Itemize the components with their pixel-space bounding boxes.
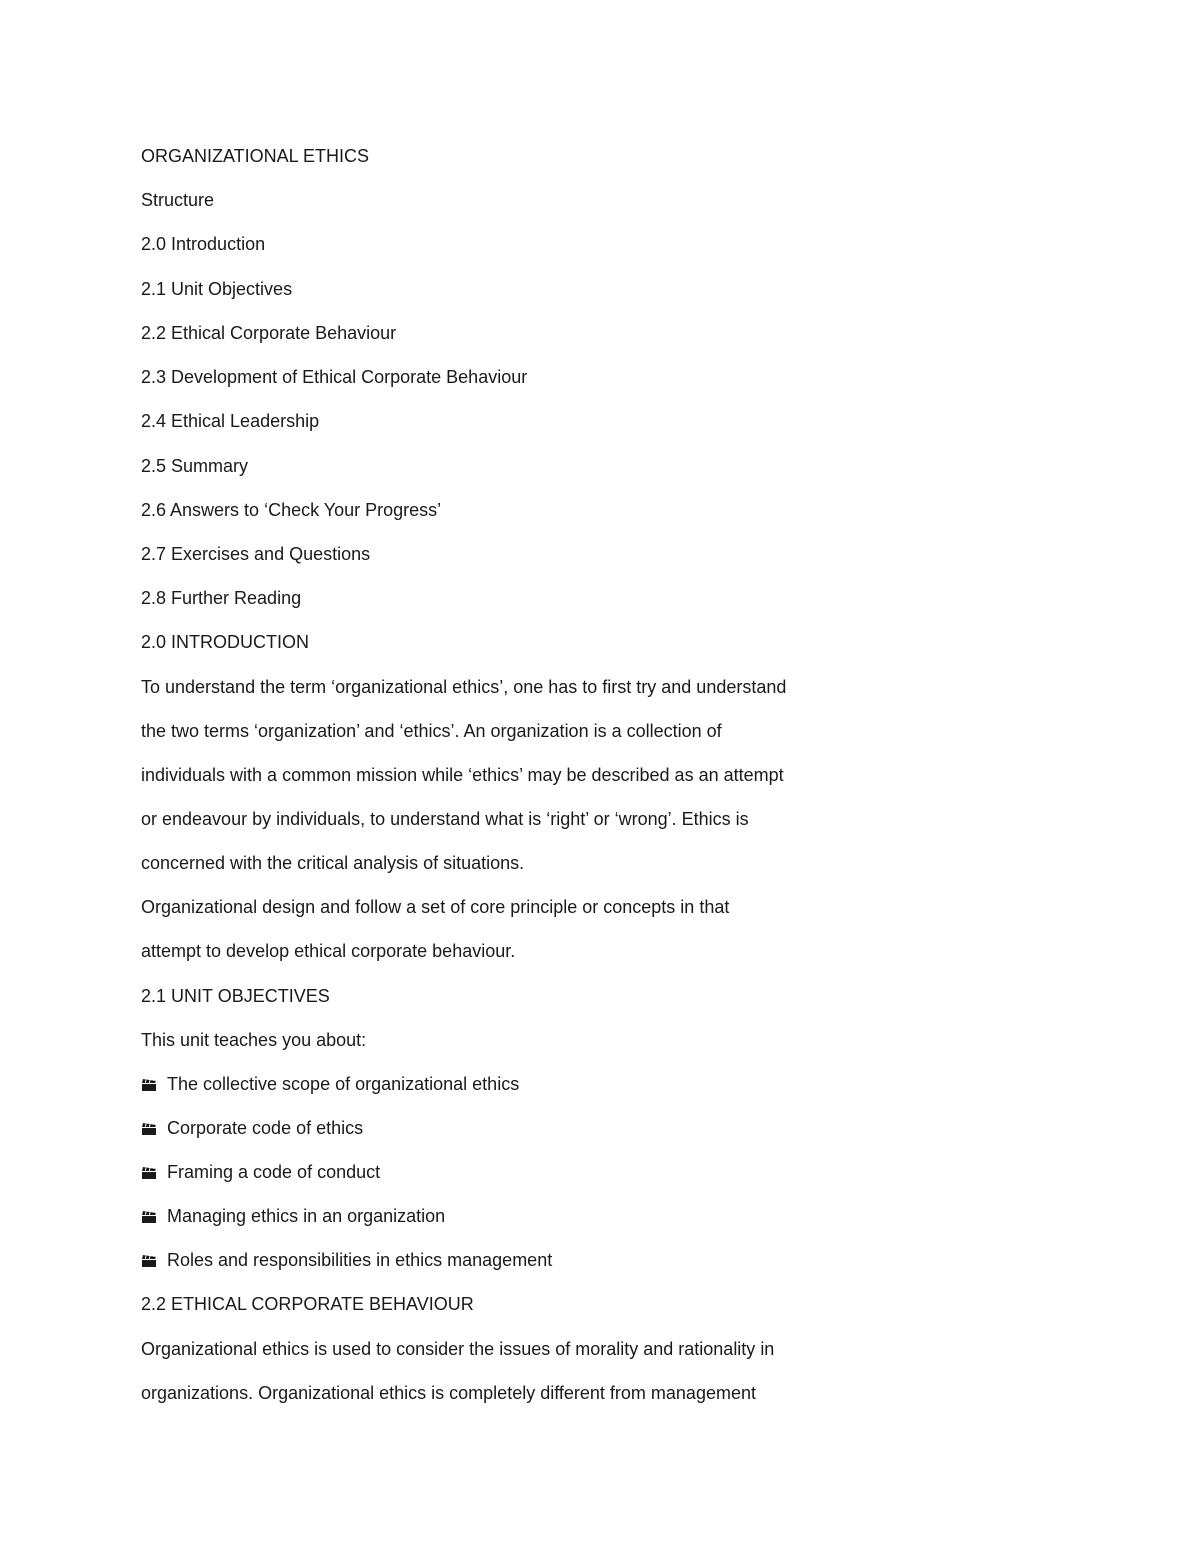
bullet-item [141, 1160, 380, 1184]
toc-item: 2.4 Ethical Leadership [141, 411, 320, 431]
structure-label: Structure [141, 190, 215, 210]
clapperboard-icon [141, 1079, 157, 1091]
bullet-item [141, 1116, 363, 1140]
paragraph-line: To understand the term ‘organizational ethics’, one has to first try and understand [141, 677, 787, 697]
toc-item: 2.5 Summary [141, 456, 249, 476]
paragraph-line: Organizational design and follow a set of core principle or concepts in that [141, 897, 730, 917]
paragraph-line: the two terms ‘organization’ and ‘ethics’. An organization is a collection of [141, 721, 722, 741]
bullet-item [141, 1248, 552, 1272]
bullet-text: Managing ethics in an organization [167, 1206, 446, 1226]
bullet-text: Framing a code of conduct [167, 1162, 381, 1182]
paragraph-line: attempt to develop ethical corporate behaviour. [141, 941, 516, 961]
clapperboard-icon [141, 1123, 157, 1135]
clapperboard-icon [141, 1211, 157, 1223]
bullet-text: The collective scope of organizational ethics [167, 1074, 520, 1094]
toc-item: 2.7 Exercises and Questions [141, 544, 371, 564]
toc-item: 2.1 Unit Objectives [141, 279, 293, 299]
toc-item: 2.2 Ethical Corporate Behaviour [141, 323, 397, 343]
paragraph-line: individuals with a common mission while ‘ethics’ may be described as an attempt [141, 765, 784, 785]
objectives-lead: This unit teaches you about: [141, 1030, 367, 1050]
bullet-item [141, 1204, 445, 1228]
paragraph-line: concerned with the critical analysis of situations. [141, 853, 525, 873]
section-heading-objectives: 2.1 UNIT OBJECTIVES [141, 986, 330, 1006]
paragraph-line: organizations. Organizational ethics is completely different from management [141, 1383, 756, 1403]
toc-item: 2.3 Development of Ethical Corporate Behaviour [141, 367, 528, 387]
toc-item: 2.8 Further Reading [141, 588, 302, 608]
clapperboard-icon [141, 1255, 157, 1267]
document-title: ORGANIZATIONAL ETHICS [141, 146, 370, 166]
paragraph-line: or endeavour by individuals, to understand what is ‘right’ or ‘wrong’. Ethics is [141, 809, 749, 829]
bullet-text: Roles and responsibilities in ethics management [167, 1250, 553, 1270]
paragraph-line: Organizational ethics is used to consider the issues of morality and rationality in [141, 1339, 775, 1359]
toc-item: 2.6 Answers to ‘Check Your Progress’ [141, 500, 442, 520]
section-heading-introduction: 2.0 INTRODUCTION [141, 632, 310, 652]
bullet-text: Corporate code of ethics [167, 1118, 364, 1138]
toc-item: 2.0 Introduction [141, 234, 266, 254]
clapperboard-icon [141, 1167, 157, 1179]
section-heading-behaviour: 2.2 ETHICAL CORPORATE BEHAVIOUR [141, 1294, 474, 1314]
bullet-item [141, 1072, 519, 1096]
